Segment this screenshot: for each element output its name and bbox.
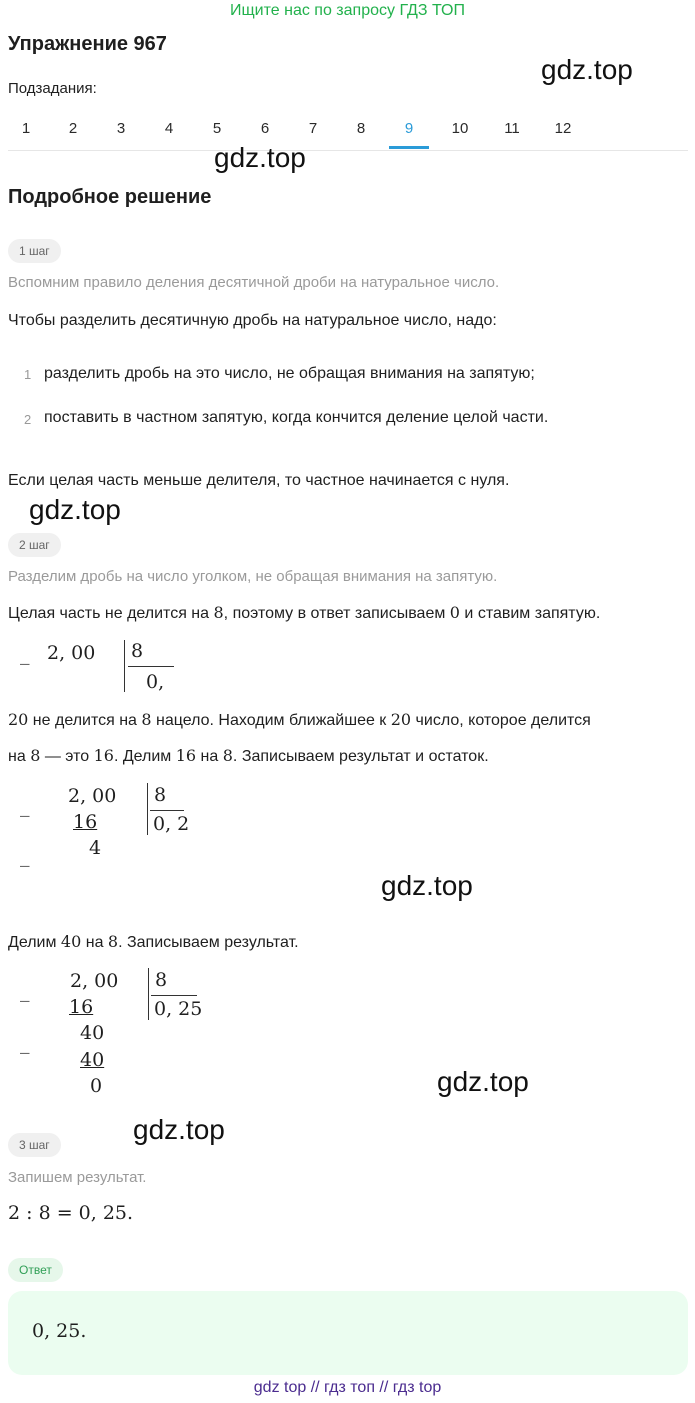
division-bracket [124,640,125,692]
remainder: 4 [89,837,102,859]
divisor: 8 [155,969,168,991]
rule-intro: Чтобы разделить десятичную дробь на натуральное число, надо: [8,312,497,329]
minus-sign: _ [20,980,30,1002]
watermark: gdz.top [541,54,633,85]
step-2-badge: 2 шаг [8,533,61,557]
list-item: поставить в частном запятую, когда кончится деление целой части. [44,409,549,426]
tab-3[interactable]: 3 [116,120,126,137]
division-bracket [147,783,148,835]
watermark: gdz.top [437,1066,529,1097]
answer-badge: Ответ [8,1258,63,1282]
tab-4[interactable]: 4 [164,120,174,137]
list-item: разделить дробь на это число, не обращая внимания на запятую; [44,365,535,382]
paragraph: 20 не делится на 8 нацело. Находим ближайшее к 20 число, которое делится [8,710,591,729]
paragraph: Целая часть не делится на 8, поэтому в ответ записываем 0 и ставим запятую. [8,603,601,622]
subtasks-label: Подзадания: [8,80,97,97]
tab-6[interactable]: 6 [260,120,270,137]
tab-12[interactable]: 12 [554,120,572,137]
list-item-number: 1 [24,367,32,382]
tab-2[interactable]: 2 [68,120,78,137]
subtask-tabs [8,110,688,151]
quotient: 0, [146,671,165,693]
tab-5[interactable]: 5 [212,120,222,137]
watermark: gdz.top [29,494,121,525]
tab-8[interactable]: 8 [356,120,366,137]
step-1-badge: 1 шаг [8,239,61,263]
divisor: 8 [131,640,144,662]
division-bracket [148,968,149,1020]
step-3-hint: Запишем результат. [8,1169,147,1186]
remainder: 0 [90,1075,103,1097]
active-tab-indicator [389,146,429,149]
promo-banner[interactable]: Ищите нас по запросу ГДЗ ТОП [230,2,465,19]
minus-sign: _ [20,643,30,665]
watermark: gdz.top [133,1114,225,1145]
dividend: 2, 00 [47,642,96,664]
answer-value: 0, 25. [32,1320,87,1342]
paragraph: Делим 40 на 8. Записываем результат. [8,932,299,951]
minus-sign: _ [20,1032,30,1054]
step-3-badge: 3 шаг [8,1133,61,1157]
subtrahend: 16 [73,811,98,833]
divisor-line [151,995,197,996]
tab-11[interactable]: 11 [504,120,520,137]
quotient: 0, 25 [154,998,203,1020]
watermark: gdz.top [381,870,473,901]
minus-sign: _ [20,795,30,817]
dividend: 2, 00 [70,970,119,992]
footer-links[interactable]: gdz top // гдз топ // гдз top [253,1379,442,1396]
tab-10[interactable]: 10 [451,120,469,137]
subtrahend: 16 [69,996,94,1018]
quotient: 0, 2 [153,813,190,835]
divisor: 8 [154,784,167,806]
paragraph: на 8 — это 16. Делим 16 на 8. Записываем результат и остаток. [8,746,489,765]
step-1-hint: Вспомним правило деления десятичной дроби на натуральное число. [8,274,500,291]
list-item-number: 2 [24,412,32,427]
subtrahend: 40 [80,1049,105,1071]
tab-1[interactable]: 1 [21,120,31,137]
divisor-line [150,810,184,811]
tab-9[interactable]: 9 [404,120,414,137]
result-equation: 2 : 8 = 0, 25. [8,1202,134,1224]
step-2-hint: Разделим дробь на число уголком, не обращая внимания на запятую. [8,568,498,585]
rule-note: Если целая часть меньше делителя, то частное начинается с нуля. [8,472,510,489]
watermark: gdz.top [214,142,306,173]
dividend: 2, 00 [68,785,117,807]
answer-box [8,1291,688,1375]
page-title: Упражнение 967 [8,33,167,55]
minus-sign: _ [20,845,30,867]
solution-title: Подробное решение [8,186,212,208]
tab-7[interactable]: 7 [308,120,318,137]
divisor-line [128,666,174,667]
remainder: 40 [80,1022,105,1044]
